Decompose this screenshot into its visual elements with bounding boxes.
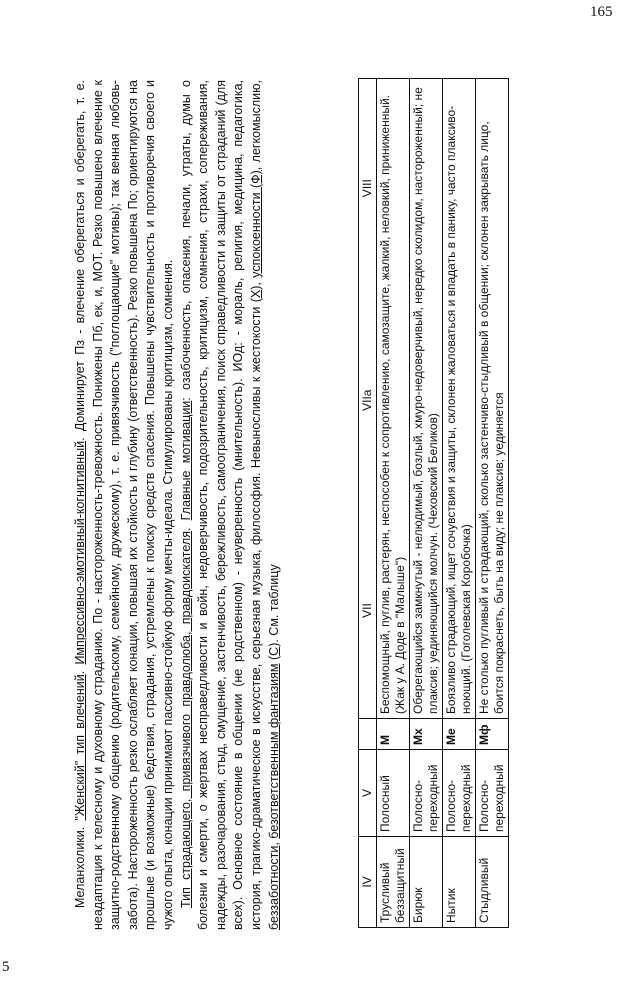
paragraph-melancholics bbox=[72, 80, 178, 930]
kind-cell: Полосно-переходный bbox=[443, 750, 476, 837]
text-fragment: , bbox=[266, 838, 281, 846]
column-header: VIII bbox=[360, 179, 374, 198]
column-header bbox=[359, 719, 377, 750]
description-cell: Оберегающийся замкнутый - нелюдимый, бозлый, хмуро-недоверчивый, нередко сколидом, настороженный; не плаксив; уединяющийся молчун. (Чеховский Беликов) bbox=[410, 79, 443, 719]
type-title: Тип страдающего, привязчивого правдолюба, правдоискателя bbox=[178, 531, 193, 908]
table-header-row bbox=[359, 79, 377, 928]
description-cell: Не столько пугливый и страдающий, сколько застенчиво-стыдливый в общении; склонен закрывать лицо, боится покраснеть, быть на виду; не плаксив; уединяется bbox=[476, 79, 509, 719]
separator: . bbox=[178, 520, 193, 532]
page-number: 165 bbox=[590, 4, 613, 20]
table-row bbox=[410, 79, 443, 928]
complex-name: Импрессивно-эмотивный-когнитивный bbox=[73, 440, 87, 665]
code-cell: Мх bbox=[410, 719, 443, 750]
code-cell: Мф bbox=[476, 719, 509, 750]
paragraph-rest: . Доминирует Пз - влечение оберегаться и оберегать, т. е. неадаптация к телесному и духовному страданию. По - настороженность-тревожность. Понижены Пб, ек, и, МОТ. Резко повышено влечение к защитно-родственному общению (родительскому, семейному, дружескому), т. е. привязчивость ("поглощающие" мотивы); так венная любовь-забота). Настороженность резко ослабляет конации, повышая их стойкость и глубину (ответственность). Резко повышена По; ориентируются на прошлые (и возможные) бедствия, страдания, устремлены к поиску средств спасения. Повышены чувствительность и противоречия своего и чужого опыта, конации принимают пассивно-стойкую форму мечты-идеала. Стимулированы критицизм, сомнения. bbox=[73, 79, 175, 930]
carefree-term: беззаботности bbox=[266, 845, 281, 930]
code-cell: М bbox=[377, 719, 410, 750]
type-name: "Женский" тип влечений bbox=[73, 674, 87, 821]
table-row bbox=[476, 79, 509, 928]
body-text bbox=[72, 80, 283, 930]
code-cell: Ме bbox=[443, 719, 476, 750]
paragraph-rest: : озабоченность, опасения, печали, утраты, думы о болезни и смерти, о жертвах несправедливости и войн, недоверчивость, подозрительность, критицизм, сомнения, страхи, сопереживания, надежды, разочарования, стыд, смущение, застенчивость, бережливость, самоограничения, поиск справедливости и защиты от страданий (для всех). Основное состояние в общении (не родственном) - неуверенность (мнительность). ИОд: - мораль, религия, медицина, педагогика, история, трагико-драматическое в искусстве, серьезная музыка, философия. Невыносливы к жестокости ( bbox=[178, 80, 263, 930]
type-cell: Стыдливый bbox=[476, 837, 509, 928]
text-fragment: , легкомыслию, bbox=[248, 80, 263, 171]
lead-word: Меланхолики. bbox=[73, 820, 87, 908]
symbol-x: Х bbox=[248, 289, 263, 299]
symbol-c: С bbox=[266, 646, 281, 656]
description-cell: Беспомощный, пуглив, растерян, неспособен к сопротивлению, самозащите, жалкий, неловкий, приниженный. (Жак у А. Доде в "Малыше") bbox=[377, 79, 410, 719]
edge-page-number: 5 bbox=[2, 959, 10, 975]
text-fragment: ). См. таблицу bbox=[266, 564, 281, 647]
type-cell: Трусливый беззащитный bbox=[377, 837, 410, 928]
column-header: IV bbox=[359, 837, 377, 928]
table-row bbox=[443, 79, 476, 928]
type-cell: Бирюк bbox=[410, 837, 443, 928]
column-header: VIIa bbox=[360, 389, 374, 411]
separator: . bbox=[73, 664, 87, 675]
description-cell: Боязливо страдающий, ищет сочувствия и защиты, склонен жаловаться и впадать в панику, часто плаксиво-ноющий. (Гоголевская Коробочка) bbox=[443, 79, 476, 719]
text-fragment: ( bbox=[266, 655, 281, 664]
table-row bbox=[377, 79, 410, 928]
calm-term: успокоенности (Ф) bbox=[248, 170, 263, 278]
kind-cell: Полосный bbox=[377, 750, 410, 837]
motives-label: Главные мотивации bbox=[178, 400, 193, 521]
column-header-group bbox=[359, 79, 377, 719]
rotated-page-content bbox=[72, 70, 602, 930]
typology-table bbox=[358, 78, 509, 928]
kind-cell: Полосно-переходный bbox=[476, 750, 509, 837]
type-cell: Нытик bbox=[443, 837, 476, 928]
column-header: V bbox=[359, 750, 377, 837]
text-fragment: ), bbox=[248, 277, 263, 290]
column-header: VII bbox=[360, 603, 374, 618]
fantasy-term: безответственным фантазиям bbox=[266, 663, 281, 839]
paragraph-type bbox=[178, 80, 284, 930]
kind-cell: Полосно-переходный bbox=[410, 750, 443, 837]
